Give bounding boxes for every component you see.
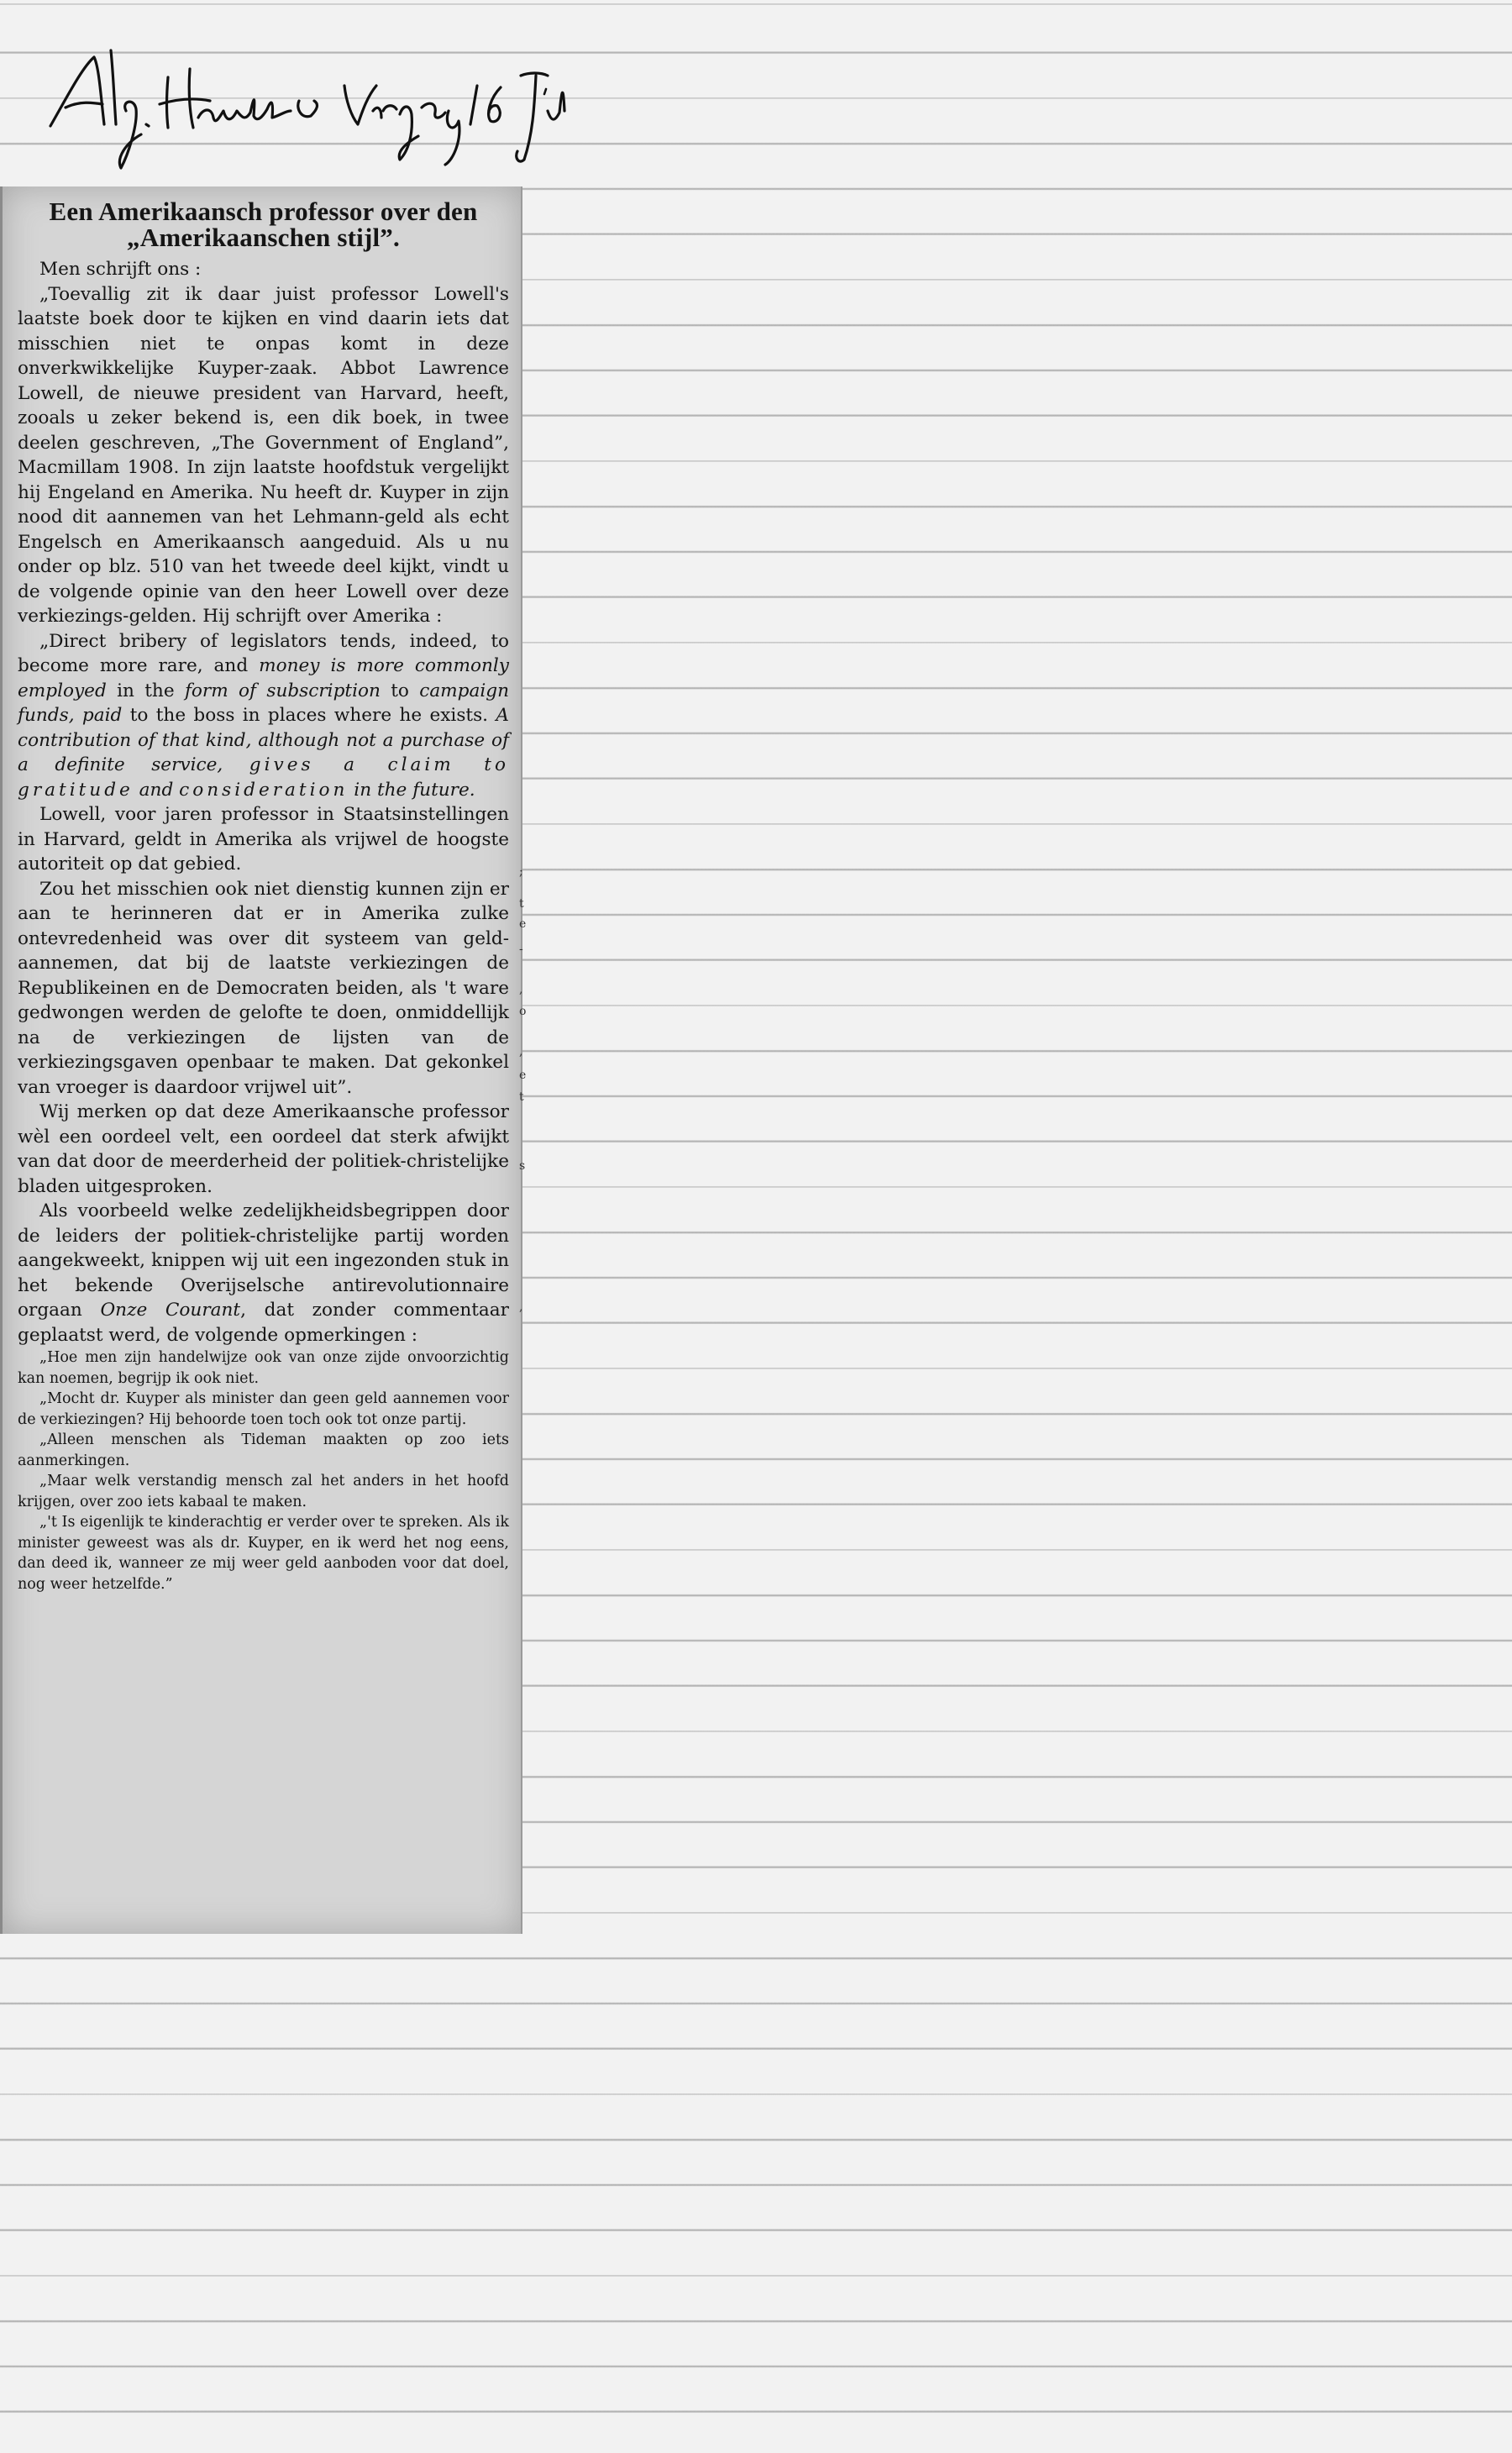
margin-mark: , [519, 1045, 523, 1058]
paragraph-text: „Direct bribery of legislators tends, indeed, to become more rare, and [18, 630, 509, 676]
article-paragraph [18, 1430, 509, 1471]
margin-mark: , [519, 1300, 523, 1314]
article-paragraph [18, 1347, 509, 1389]
margin-mark: ; [519, 865, 523, 879]
paragraph-emphasis: Onze Courant [100, 1300, 241, 1321]
margin-mark: , [519, 983, 523, 996]
article-headline [18, 198, 509, 250]
margin-mark: o [519, 1005, 527, 1018]
paragraph-text: to [380, 680, 420, 701]
paragraph-emphasis: consideration [179, 779, 349, 801]
margin-mark: s [519, 1159, 526, 1173]
article-paragraph [18, 282, 509, 629]
paragraph-text: Wij merken op dat deze Amerikaansche professor wèl een oordeel velt, een oordeel dat sterk afwijkt van dat door de meerderheid der politiek-christelijke bladen uitgesproken. [18, 1101, 509, 1197]
margin-mark: - [519, 943, 523, 956]
paragraph-text: „Alleen menschen als Tideman maakten op zoo iets aanmerkingen. [18, 1431, 509, 1469]
paragraph-emphasis: in the future. [348, 779, 475, 801]
article-paragraph [18, 629, 509, 803]
newspaper-clipping [0, 186, 522, 1934]
paragraph-text: „Mocht dr. Kuyper als minister dan geen geld aannemen voor de verkiezingen? Hij behoorde toen toch ook tot onze partij. [18, 1390, 509, 1428]
article-paragraph [18, 802, 509, 877]
paragraph-text: „Hoe men zijn handelwijze ook van onze zijde onvoorzichtig kan noemen, begrijp ik ook niet. [18, 1349, 509, 1387]
article-paragraph [18, 1199, 509, 1347]
paragraph-text: Men schrijft ons : [39, 259, 202, 280]
handwritten-signature-drawing [34, 17, 571, 172]
article-paragraph [18, 1389, 509, 1430]
article-paragraph [18, 1471, 509, 1512]
article-paragraph [18, 257, 509, 282]
article-paragraph [18, 1100, 509, 1199]
handwritten-source-note [34, 17, 571, 172]
margin-mark: e [519, 917, 527, 931]
paragraph-emphasis: form of subscription [184, 680, 381, 701]
headline-line-1: Een Amerikaansch professor over den [49, 197, 478, 226]
paragraph-text: „Toevallig zit ik daar juist professor Lowell's laatste boek door te kijken en vind daarin iets dat misschien niet te onpas komt in deze onverkwikkelijke Kuyper-zaak. Abbot Lawrence Lowell, de nieuwe president van Harvard, heeft, zooals u zeker bekend is, een dik boek, in twee deelen geschreven, „The Government of England”, Macmillam 1908. In zijn laatste hoofdstuk vergelijkt hij Engeland en Amerika. Nu heeft dr. Kuyper in zijn nood dit aannemen van het Lehmann-geld als echt Engelsch en Amerikaansch aangeduid. Als u nu onder op blz. 510 van het tweede deel kijkt, vindt u de volgende opinie van den heer Lowell over deze verkiezings-gelden. Hij schrijft over Amerika : [18, 283, 509, 627]
margin-mark: e [519, 1069, 527, 1082]
paragraph-emphasis: money is more commonly employed [18, 655, 509, 701]
margin-mark: t [519, 1090, 524, 1104]
paragraph-emphasis: campaign funds, paid [18, 680, 509, 726]
paragraph-text: in the [106, 680, 185, 701]
paragraph-text: Als voorbeeld welke zedelijkheidsbegrippen door de leiders der politiek-christelijke partij worden aangekweekt, knippen wij uit een ingezonden stuk in het bekende Overijselsche antirevolutionnaire orgaan [18, 1200, 509, 1321]
paragraph-emphasis: and [133, 779, 180, 801]
paragraph-text: to the boss in places where he exists. [122, 705, 496, 726]
margin-mark: t [519, 897, 524, 911]
article-body [18, 257, 509, 1594]
paragraph-emphasis: A contribution of that kind, although not a purchase of a definite service, [18, 705, 510, 775]
paragraph-text: , dat zonder commentaar geplaatst werd, de volgende opmerkingen : [18, 1300, 510, 1346]
headline-line-2: „Amerikaanschen stijl”. [127, 223, 400, 252]
article-paragraph [18, 877, 509, 1100]
paragraph-text: „'t Is eigenlijk te kinderachtig er verder over te spreken. Als ik minister geweest was als dr. Kuyper, en ik werd het nog eens, dan deed ik, wanneer ze mij weer geld aanboden voor dat doel, nog weer hetzelfde.” [18, 1514, 509, 1593]
paragraph-text: „Maar welk verstandig mensch zal het anders in het hoofd krijgen, over zoo iets kabaal te maken. [18, 1473, 509, 1510]
paragraph-emphasis: gives a claim to gratitude [18, 754, 509, 801]
article-paragraph [18, 1512, 509, 1594]
paragraph-text: Lowell, voor jaren professor in Staatsinstellingen in Harvard, geldt in Amerika als vrijwel de hoogste autoriteit op dat gebied. [18, 804, 509, 875]
paragraph-text: Zou het misschien ook niet dienstig kunnen zijn er aan te herinneren dat er in Amerika zulke ontevredenheid was over dit systeem van geld-aannemen, dat bij de laatste verkiezingen de Republikeinen en de Democraten beiden, als 't ware gedwongen werden de gelofte te doen, onmiddellijk na de verkiezingen de lijsten van de verkiezingsgaven openbaar te maken. Dat gekonkel van vroeger is daardoor vrijwel uit”. [18, 878, 509, 1098]
